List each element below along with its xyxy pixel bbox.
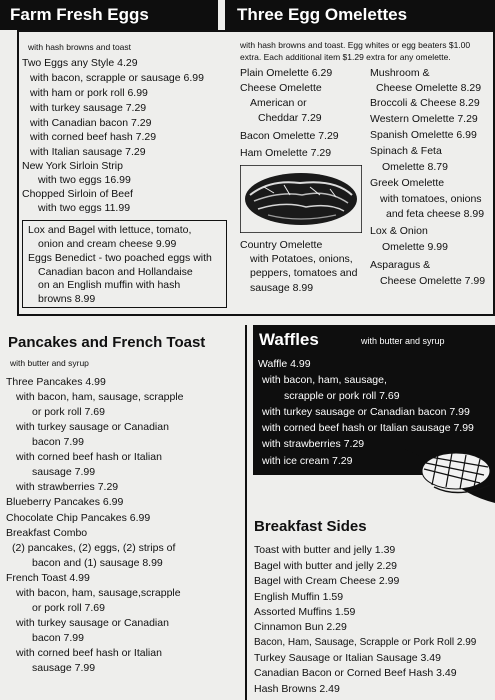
- list-item: French Toast 4.99: [6, 572, 90, 584]
- list-item: bacon 7.99: [32, 632, 84, 644]
- list-item: with corned beef hash or Italian: [16, 647, 162, 659]
- waffles-note: with butter and syrup: [361, 336, 445, 346]
- list-item: Cheddar 7.29: [258, 112, 322, 124]
- list-item: with Canadian bacon 7.29: [30, 117, 152, 129]
- list-item: with Italian sausage 7.29: [30, 146, 146, 158]
- list-item: American or: [250, 97, 307, 109]
- list-item: Asparagus &: [370, 259, 431, 271]
- list-item: Eggs Benedict - two poached eggs with: [28, 252, 212, 264]
- list-item: Cheese Omelette 7.99: [380, 275, 486, 287]
- list-item: with corned beef hash 7.29: [30, 131, 157, 143]
- section-divider: [245, 325, 247, 700]
- list-item: peppers, tomatoes and: [250, 267, 358, 279]
- list-item: with turkey sausage 7.29: [30, 102, 147, 114]
- list-item: Turkey Sausage or Italian Sausage 3.49: [254, 652, 441, 664]
- omelettes-note-1: with hash browns and toast. Egg whites or egg beaters $1.00: [240, 40, 471, 50]
- list-item: Breakfast Combo: [6, 527, 88, 539]
- list-item: Lox & Onion: [370, 225, 428, 237]
- list-item: Blueberry Pancakes 6.99: [6, 496, 124, 508]
- list-item: with corned beef hash or Italian sausage 7.99: [262, 422, 474, 434]
- list-item: with strawberries 7.29: [262, 438, 365, 450]
- list-item: (2) pancakes, (2) eggs, (2) strips of: [12, 542, 176, 554]
- list-item: or pork roll 7.69: [32, 602, 105, 614]
- list-item: Canadian bacon and Hollandaise: [38, 266, 193, 278]
- list-item: Spinach & Feta: [370, 145, 442, 157]
- pancakes-note: with butter and syrup: [10, 358, 89, 368]
- omelettes-header: [225, 0, 495, 30]
- list-item: Spanish Omelette 6.99: [370, 129, 477, 141]
- list-item: or pork roll 7.69: [32, 406, 105, 418]
- pancakes-title: Pancakes and French Toast: [8, 334, 206, 351]
- list-item: with turkey sausage or Canadian bacon 7.99: [262, 406, 470, 418]
- list-item: Toast with butter and jelly 1.39: [254, 544, 396, 556]
- waffle-image: [404, 437, 495, 503]
- list-item: with two eggs 11.99: [38, 202, 131, 214]
- list-item: with corned beef hash or Italian: [16, 451, 162, 463]
- omelette-image: [240, 165, 362, 233]
- list-item: sausage 7.99: [32, 466, 96, 478]
- list-item: Chocolate Chip Pancakes 6.99: [6, 512, 151, 524]
- list-item: Greek Omelette: [370, 177, 445, 189]
- list-item: Lox and Bagel with lettuce, tomato,: [28, 224, 192, 236]
- list-item: Assorted Muffins 1.59: [254, 606, 356, 618]
- list-item: scrapple or pork roll 7.69: [284, 390, 400, 402]
- list-item: Bacon, Ham, Sausage, Scrapple or Pork Roll 2.99: [254, 637, 477, 648]
- list-item: bacon and (1) sausage 8.99: [32, 557, 163, 569]
- list-item: Canadian Bacon or Corned Beef Hash 3.49: [254, 667, 457, 679]
- list-item: Bacon Omelette 7.29: [240, 130, 339, 142]
- omelettes-title: Three Egg Omelettes: [237, 5, 408, 24]
- list-item: browns 8.99: [38, 293, 96, 305]
- sides-title: Breakfast Sides: [254, 518, 367, 535]
- list-item: Plain Omelette 6.29: [240, 67, 333, 79]
- list-item: and feta cheese 8.99: [386, 208, 485, 220]
- list-item: Omelette 9.99: [382, 241, 448, 253]
- list-item: English Muffin 1.59: [254, 591, 344, 603]
- list-item: onion and cream cheese 9.99: [38, 238, 177, 250]
- list-item: with bacon, ham, sausage, scrapple: [16, 391, 184, 403]
- list-item: Chopped Sirloin of Beef: [22, 188, 133, 200]
- list-item: with bacon, ham, sausage,scrapple: [16, 587, 181, 599]
- eggs-title: Farm Fresh Eggs: [10, 5, 149, 24]
- list-item: Hash Browns 2.49: [254, 683, 340, 695]
- list-item: sausage 8.99: [250, 282, 314, 294]
- list-item: Western Omelette 7.29: [370, 113, 478, 125]
- list-item: Two Eggs any Style 4.29: [22, 57, 138, 69]
- list-item: Bagel with Cream Cheese 2.99: [254, 575, 400, 587]
- waffles-title: Waffles: [259, 330, 319, 349]
- list-item: with two eggs 16.99: [38, 174, 131, 186]
- list-item: Waffle 4.99: [258, 358, 311, 370]
- list-item: sausage 7.99: [32, 662, 96, 674]
- list-item: with tomatoes, onions: [380, 193, 482, 205]
- list-item: Country Omelette: [240, 239, 323, 251]
- list-item: Cinnamon Bun 2.29: [254, 621, 347, 633]
- list-item: Cheese Omelette: [240, 82, 322, 94]
- list-item: Three Pancakes 4.99: [6, 376, 106, 388]
- list-item: Bagel with butter and jelly 2.29: [254, 560, 398, 572]
- eggs-header: [0, 0, 218, 30]
- omelettes-note-2: extra. Each additional item $1.29 extra for any omelette.: [240, 52, 451, 62]
- list-item: with Potatoes, onions,: [250, 253, 353, 265]
- list-item: bacon 7.99: [32, 436, 84, 448]
- list-item: with strawberries 7.29: [16, 481, 119, 493]
- list-item: with bacon, scrapple or sausage 6.99: [30, 72, 204, 84]
- list-item: Cheese Omelette 8.29: [376, 82, 482, 94]
- list-item: Ham Omelette 7.29: [240, 147, 332, 159]
- list-item: with ham or pork roll 6.99: [30, 87, 148, 99]
- eggs-note: with hash browns and toast: [28, 42, 132, 52]
- list-item: with bacon, ham, sausage,: [262, 374, 387, 386]
- list-item: New York Sirloin Strip: [22, 160, 123, 172]
- list-item: with ice cream 7.29: [262, 455, 353, 467]
- list-item: with turkey sausage or Canadian: [16, 421, 169, 433]
- list-item: with turkey sausage or Canadian: [16, 617, 169, 629]
- list-item: Broccoli & Cheese 8.29: [370, 97, 480, 109]
- list-item: on an English muffin with hash: [38, 279, 181, 291]
- list-item: Mushroom &: [370, 67, 430, 79]
- list-item: Omelette 8.79: [382, 161, 448, 173]
